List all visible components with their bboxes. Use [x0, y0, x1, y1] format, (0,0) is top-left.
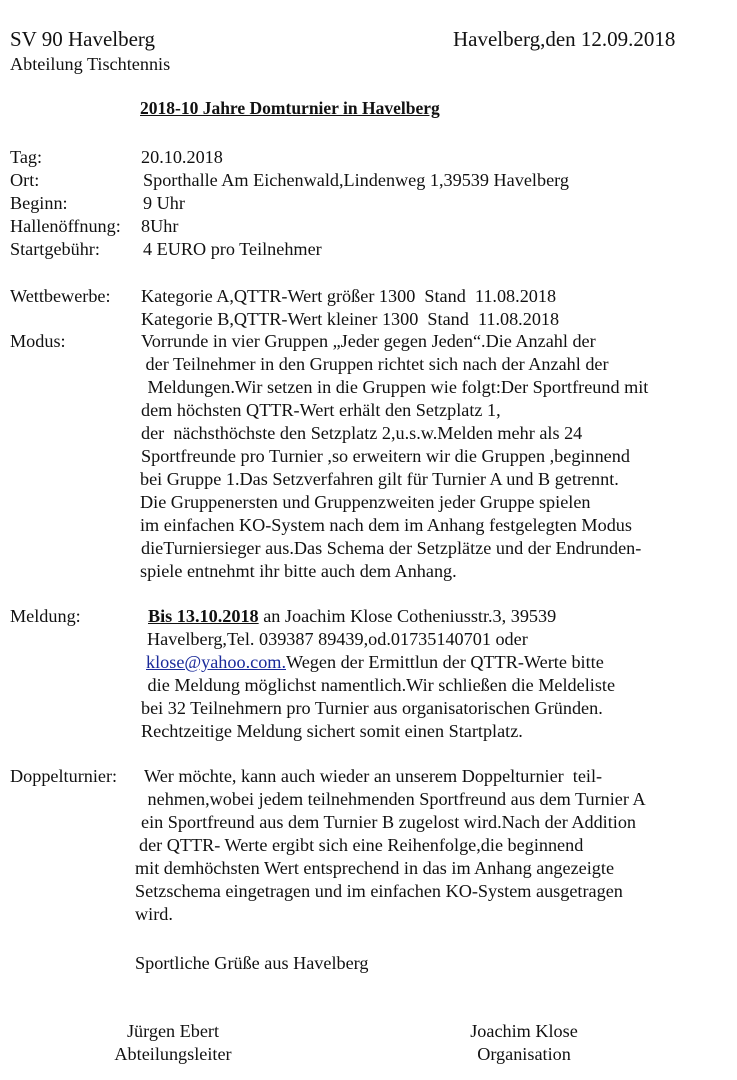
modus-line: dieTurniersieger aus.Das Schema der Setzplätze und der Endrunden- — [141, 538, 642, 558]
doppelturnier-line: mit demhöchsten Wert entsprechend in das im Anhang angezeigte — [135, 858, 615, 878]
doppelturnier-line: wird. — [135, 904, 173, 924]
signatory-name: Jürgen Ebert — [126, 1021, 220, 1041]
info-value-ort: Sporthalle Am Eichenwald,Lindenweg 1,39539 Havelberg — [143, 170, 569, 190]
modus-line: der nächsthöchste den Setzplatz 2,u.s.w.Melden mehr als 24 — [141, 423, 583, 443]
doppelturnier-line: Setzschema eingetragen und im einfachen KO-System ausgetragen — [135, 881, 623, 901]
modus-line: Meldungen.Wir setzen in die Gruppen wie folgt:Der Sportfreund mit — [143, 377, 649, 397]
signatory-role: Abteilungsleiter — [114, 1044, 232, 1064]
meldung-line: bei 32 Teilnehmern pro Turnier aus organisatorischen Gründen. — [141, 698, 603, 718]
modus-line: Sportfreunde pro Turnier ,so erweitern wir die Gruppen ,beginnend — [141, 446, 630, 466]
doppelturnier-line: ein Sportfreund aus dem Turnier B zugelost wird.Nach der Addition — [141, 812, 637, 832]
doppelturnier-line: Wer möchte, kann auch wieder an unserem Doppelturnier teil- — [144, 766, 603, 786]
info-label-beginn: Beginn: — [10, 193, 68, 213]
doppelturnier-line: der QTTR- Werte ergibt sich eine Reihenfolge,die beginnend — [139, 835, 584, 855]
meldung-label: Meldung: — [10, 606, 81, 626]
modus-line: der Teilnehmer in den Gruppen richtet sich nach der Anzahl der — [141, 354, 609, 374]
modus-line: bei Gruppe 1.Das Setzverfahren gilt für Turnier A und B getrennt. — [140, 469, 619, 489]
place-date: Havelberg,den 12.09.2018 — [453, 27, 676, 51]
modus-line: im einfachen KO-System nach dem im Anhang festgelegten Modus — [140, 515, 632, 535]
email-link[interactable]: klose@yahoo.com. — [146, 652, 286, 672]
info-label-hallenoeffnung: Hallenöffnung: — [10, 216, 121, 236]
meldung-line: Havelberg,Tel. 039387 89439,od.01735140701 oder — [147, 629, 528, 649]
modus-line: dem höchsten QTTR-Wert erhält den Setzplatz 1, — [141, 400, 501, 420]
wettbewerbe-label: Wettbewerbe: — [10, 286, 111, 306]
modus-label: Modus: — [10, 331, 66, 351]
meldung-address: an Joachim Klose Cotheniusstr.3, 39539 — [258, 606, 557, 626]
doppelturnier-label: Doppelturnier: — [10, 766, 118, 786]
signatory-role: Organisation — [477, 1044, 571, 1064]
wettbewerbe-line: Kategorie B,QTTR-Wert kleiner 1300 Stand 11.08.2018 — [141, 309, 560, 329]
info-value-beginn: 9 Uhr — [143, 193, 185, 213]
info-label-ort: Ort: — [10, 170, 40, 190]
modus-line: spiele entnehmt ihr bitte auch dem Anhang. — [140, 561, 457, 581]
doppelturnier-line: nehmen,wobei jedem teilnehmenden Sportfreund aus dem Turnier A — [143, 789, 646, 809]
info-value-startgebuehr: 4 EURO pro Teilnehmer — [143, 239, 322, 259]
department-name: Abteilung Tischtennis — [10, 54, 171, 74]
meldung-line — [148, 607, 556, 625]
meldung-line: Rechtzeitige Meldung sichert somit einen Startplatz. — [141, 721, 523, 741]
deadline: Bis 13.10.2018 — [148, 606, 259, 626]
club-name: SV 90 Havelberg — [10, 27, 156, 51]
signatory-name: Joachim Klose — [470, 1021, 578, 1041]
meldung-text: Wegen der Ermittlun der QTTR-Werte bitte — [286, 652, 604, 672]
meldung-line: die Meldung möglichst namentlich.Wir schließen die Meldeliste — [143, 675, 616, 695]
modus-line: Die Gruppenersten und Gruppenzweiten jeder Gruppe spielen — [140, 492, 591, 512]
document-title: 2018-10 Jahre Domturnier in Havelberg — [140, 98, 440, 118]
info-value-hallenoeffnung: 8Uhr — [141, 216, 179, 236]
info-value-tag: 20.10.2018 — [141, 147, 223, 167]
info-label-startgebuehr: Startgebühr: — [10, 239, 100, 259]
meldung-line — [146, 653, 604, 671]
wettbewerbe-line: Kategorie A,QTTR-Wert größer 1300 Stand 11.08.2018 — [141, 286, 557, 306]
closing-greeting: Sportliche Grüße aus Havelberg — [135, 953, 369, 973]
modus-line: Vorrunde in vier Gruppen „Jeder gegen Jeden“.Die Anzahl der — [141, 331, 596, 351]
info-label-tag: Tag: — [10, 147, 43, 167]
